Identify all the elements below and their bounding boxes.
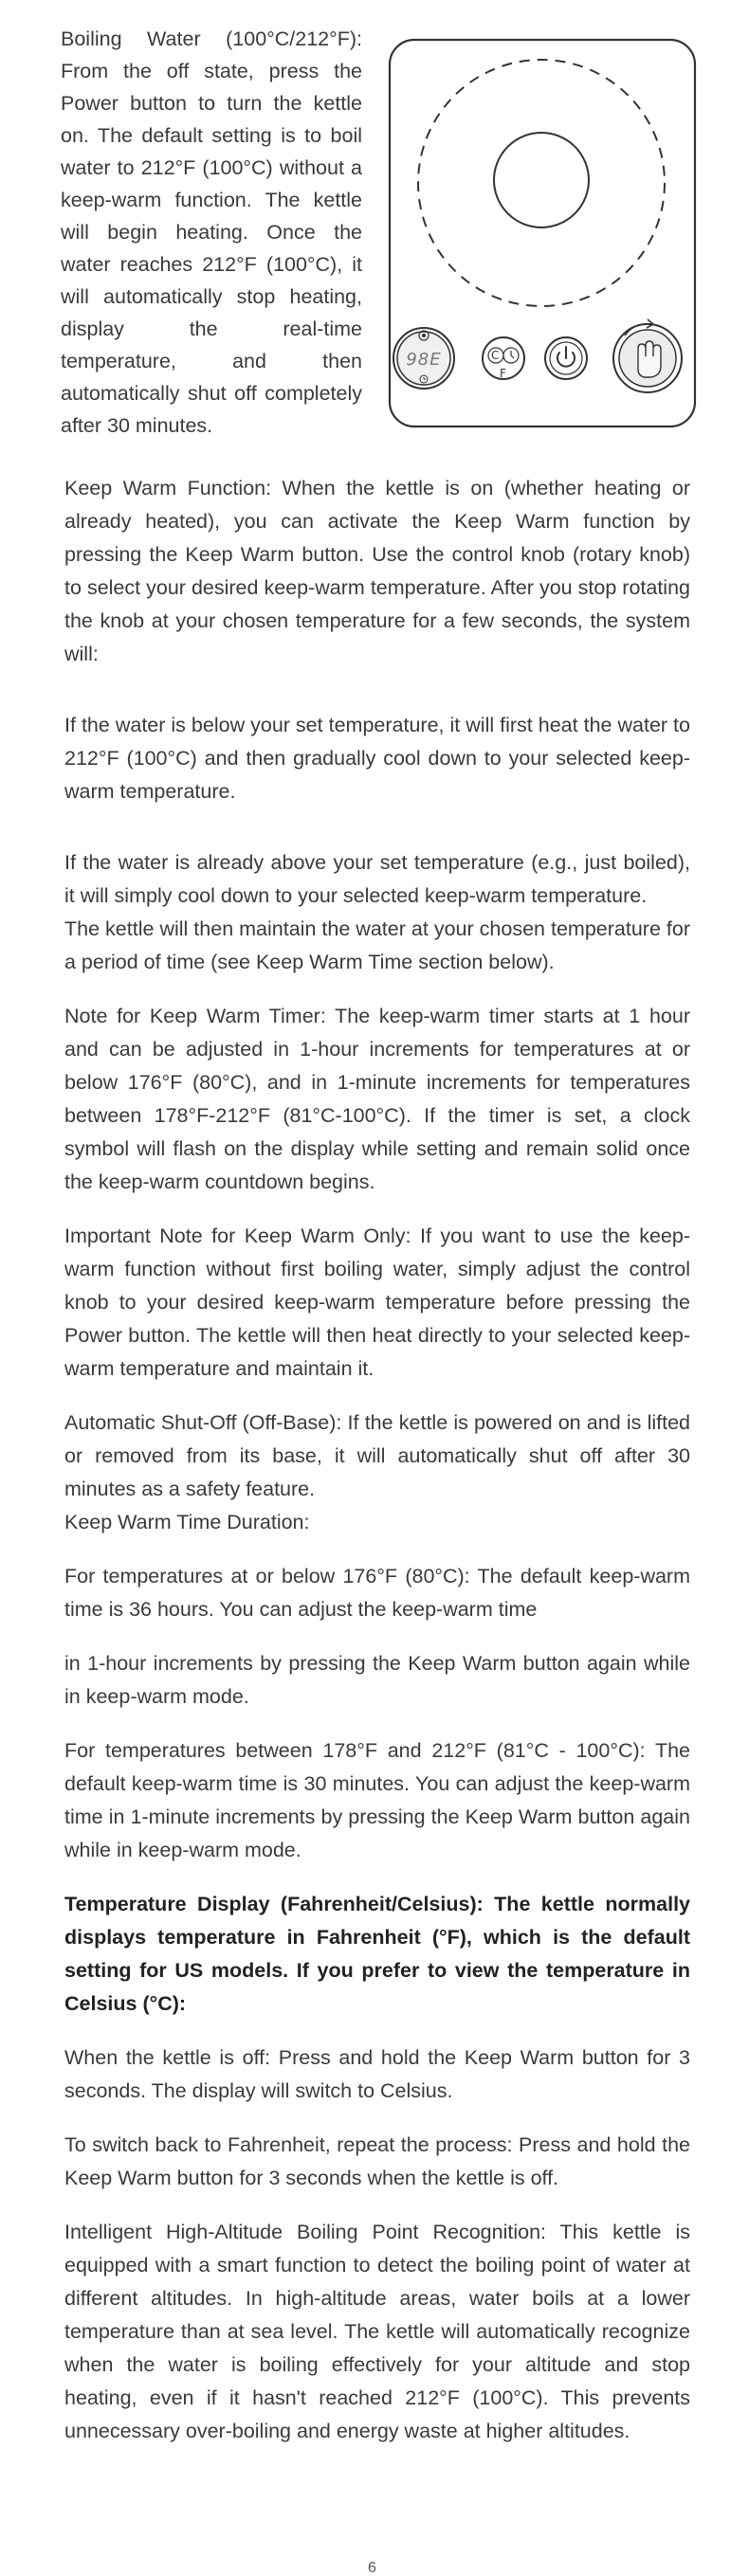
off-celsius-paragraph: When the kettle is off: Press and hold the Keep Warm button for 3 seconds. The display will switch to Celsius.: [64, 2046, 690, 2102]
back-fahrenheit-paragraph: To switch back to Fahrenheit, repeat the process: Press and hold the Keep Warm button for 3 seconds when the kettle is off.: [64, 2133, 690, 2189]
center-plate-circle: [494, 133, 589, 227]
unit-c-label: C: [491, 349, 500, 362]
unit-f-label: F: [500, 367, 506, 380]
duration-high-paragraph: For temperatures between 178°F and 212°F (81°C - 100°C): The default keep-warm time is 30 minutes. You can adjust the keep-warm time in 1-minute increments by pressing the Keep Warm button again while in keep-warm mode.: [64, 1739, 690, 1861]
unit-toggle-button: [483, 337, 524, 380]
below-set-temp-paragraph: If the water is below your set temperature, it will first heat the water to 212°F (100°C) and then gradually cool down to your selected keep-warm temperature.: [64, 714, 690, 803]
power-button: [545, 337, 587, 379]
duration-heading: Keep Warm Time Duration:: [64, 1511, 310, 1533]
altitude-paragraph: Intelligent High-Altitude Boiling Point Recognition: This kettle is equipped with a smart function to detect the boiling point of water at different altitudes. In high-altitude areas, water boils at a lower temperature than at sea level. The kettle will automatically recognize when the water is boiling effectively for your altitude and stop heating, even if it hasn't reached 212°F (100°C). This prevents unnecessary over-boiling and energy waste at higher altitudes.: [64, 2221, 690, 2442]
keep-warm-only-paragraph: Important Note for Keep Warm Only: If you want to use the keep-warm function without first boiling water, simply adjust the control knob to your desired keep-warm temperature before pressing the Power button. The kettle will then heat directly to your selected keep-warm temperature and maintain it.: [64, 1225, 690, 1380]
page-number: 6: [368, 2560, 376, 2576]
display-heading-paragraph: Temperature Display (Fahrenheit/Celsius): The kettle normally displays temperature in Fahrenheit (°F), which is the default setting for US models. If you prefer to view the temperature in Celsius (°C):: [64, 1893, 690, 2015]
display-readout: 98E: [406, 350, 442, 370]
intro-section: [0, 0, 749, 455]
kettle-control-panel-diagram: [386, 36, 699, 430]
instructions-body: [64, 472, 690, 2448]
maintain-paragraph: The kettle will then maintain the water at your chosen temperature for a period of time (see Keep Warm Time section below).: [64, 917, 690, 973]
duration-low-paragraph-b: in 1-hour increments by pressing the Keep Warm button again while in keep-warm mode.: [64, 1652, 690, 1708]
keep-warm-function-paragraph: Keep Warm Function: When the kettle is on (whether heating or already heated), you can activate the Keep Warm function by pressing the Keep Warm button. Use the control knob (rotary knob) to select your desired keep-warm temperature. After you stop rotating the knob at your chosen temperature for a few seconds, the system will:: [64, 477, 690, 665]
heating-zone-dashed-circle: [418, 60, 665, 306]
above-set-temp-paragraph: If the water is already above your set temperature (e.g., just boiled), it will simply cool down to your selected keep-warm temperature.: [64, 851, 690, 907]
boiling-water-paragraph: Boiling Water (100°C/212°F): From the off state, press the Power button to turn the kettle on. The default setting is to boil water to 212°F (100°C) without a keep-warm function. The kettle will begin heating. Once the water reaches 212°F (100°C), it will automatically stop heating, display the real-time temperature, and then automatically shut off completely after 30 minutes.: [61, 27, 362, 437]
duration-low-paragraph-a: For temperatures at or below 176°F (80°C): The default keep-warm time is 36 hours. You can adjust the keep-warm time: [64, 1565, 690, 1621]
timer-note-paragraph: Note for Keep Warm Timer: The keep-warm timer starts at 1 hour and can be adjusted in 1-hour increments for temperatures at or below 176°F (80°C), and in 1-minute increments for temperatures between 178°F-212°F (81°C-100°C). If the timer is set, a clock symbol will flash on the display while setting and remain solid once the keep-warm countdown begins.: [64, 1005, 690, 1193]
hand-rotate-icon: [638, 341, 661, 377]
rotary-knob: [613, 319, 682, 392]
auto-shutoff-paragraph: Automatic Shut-Off (Off-Base): If the kettle is powered on and is lifted or removed from its base, it will automatically shut off after 30 minutes as a safety feature.: [64, 1411, 690, 1500]
display-button: [393, 328, 454, 389]
